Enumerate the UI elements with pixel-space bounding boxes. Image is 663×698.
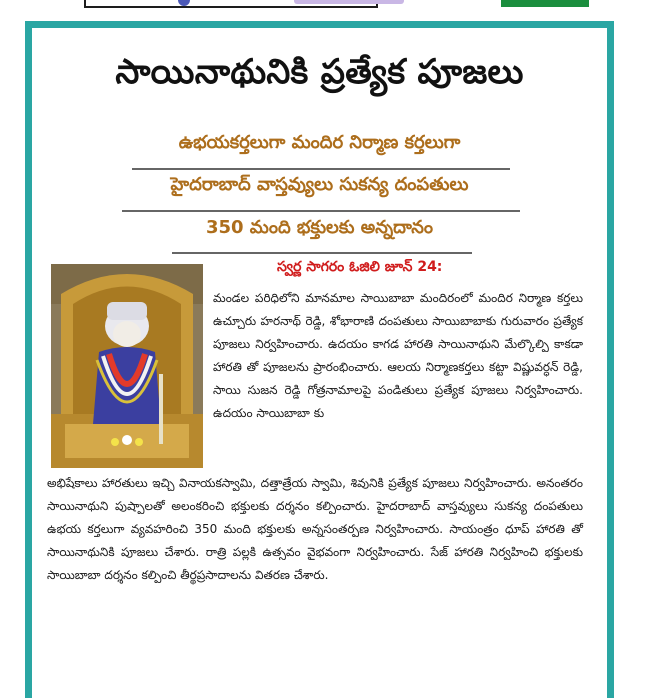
masthead-logo-icon: [178, 0, 190, 6]
article-body-column: మండల పరిధిలోని మానమాల సాయిబాబా మందిరంలో మందిర నిర్మాణ కర్తలు ఉచ్చూరు హరనాథ్ రెడ్డి, శోభారాణి దంపతులు సాయిబాబాకు గురువారం ప్రత్యేక పూజలు నిర్వహించారు. ఉదయం కాగడ హారతి సాయినాథుని మేల్కొల్పి కాకడా హారతి తో పూజలను ప్రారంభించారు. ఆలయ నిర్మాణకర్తలు కట్టా విష్ణువర్ధన్ రెడ్డి, సాయి సుజన రెడ్డి గోత్రనామాలపై పండితులు ప్రత్యేక పూజలు నిర్వహించారు. ఉదయం సాయిబాబా కు: [213, 291, 583, 420]
masthead-text-fragment: [294, 0, 404, 4]
adjacent-article-header: [501, 0, 589, 7]
masthead-box: [84, 0, 378, 8]
article-body-full: అభిషేకాలు హారతులు ఇచ్చి వినాయకస్వామి, దత్తాత్రేయ స్వామి, శివునికి ప్రత్యేక పూజలు నిర్వహించారు. అనంతరం సాయినాథుని పుష్పాలతో అలంకరించి భక్తులకు దర్శనం కల్పించారు. హైదరాబాద్ వాస్తవ్యులు సుకన్య దంపతులు ఉభయ కర్తలుగా వ్యవహరించి 350 మంది భక్తులకు అన్నసంతర్పణ నిర్వహించారు. సాయంత్రం ధూప్ హారతి తో సాయినాథునికి పూజలు చేశారు. రాత్రి పల్లకి ఉత్సవం వైభవంగా నిర్వహించారు. సేజ్ హారతి నిర్వహించి భక్తులకు సాయిబాబా దర్శనం కల్పించి తీర్థప్రసాదాలను వితరణ చేశారు.: [47, 476, 583, 582]
subheading-2: హైదరాబాద్ వాస్తవ్యులు సుకన్య దంపతులు: [170, 174, 469, 195]
subheading-1: ఉభయకర్తలుగా మందిర నిర్మాణ కర్తలుగా: [178, 132, 461, 153]
article-headline: సాయినాథునికి ప్రత్యేక పూజలు: [115, 52, 524, 92]
article-dateline: స్వర్ణ సాగరం ఓజిలి జూన్ 24:: [277, 259, 443, 275]
sai-baba-idol-photo: [51, 264, 203, 468]
article-frame: [25, 21, 614, 698]
subheading-divider-1: [132, 168, 510, 170]
subheading-3: 350 మంది భక్తులకు అన్నదానం: [205, 217, 434, 238]
top-strip: [0, 0, 663, 14]
subheading-divider-2: [122, 210, 520, 212]
subheading-divider-3: [172, 252, 472, 254]
